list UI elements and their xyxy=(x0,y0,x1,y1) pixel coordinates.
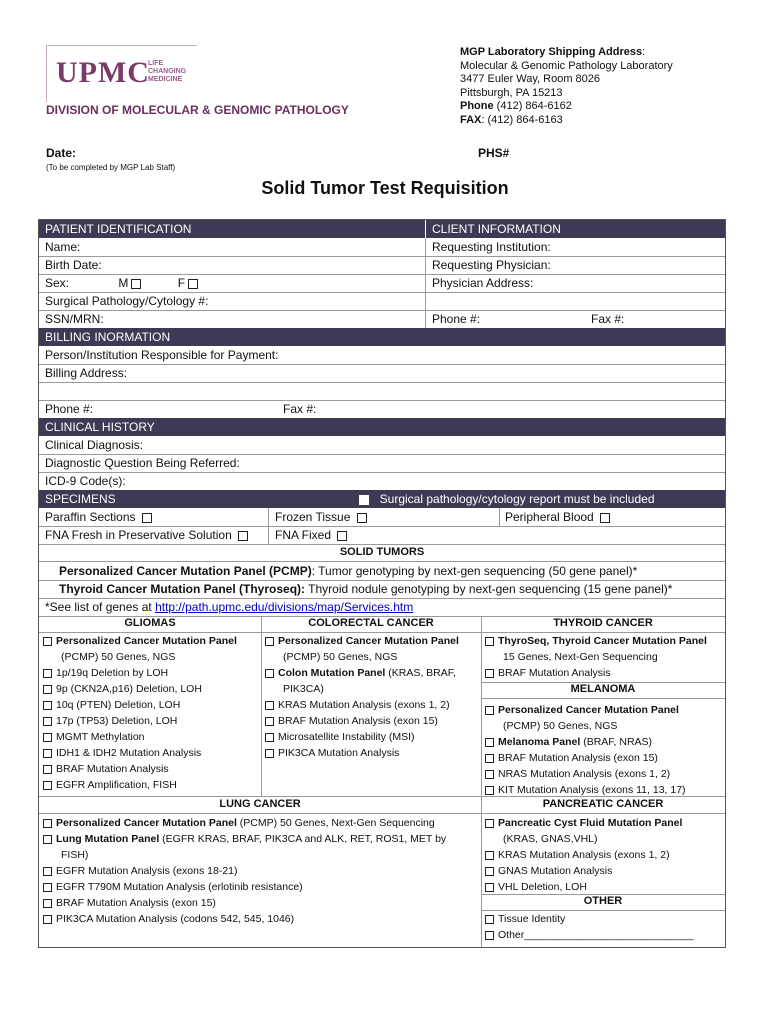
colorectal-checkbox[interactable] xyxy=(265,717,274,726)
lung-option-title: Personalized Cancer Mutation Panel xyxy=(56,817,237,829)
birth-date-field[interactable]: Birth Date: xyxy=(45,258,102,272)
thyroid-option[interactable] xyxy=(485,665,611,681)
melanoma-checkbox[interactable] xyxy=(485,754,494,763)
paraffin-checkbox[interactable] xyxy=(142,513,152,523)
colorectal-option xyxy=(283,649,397,665)
other-header: OTHER xyxy=(583,895,623,907)
colorectal-checkbox[interactable] xyxy=(265,637,274,646)
lung-checkbox[interactable] xyxy=(43,915,52,924)
thyroseq-description: Thyroid Cancer Mutation Panel (Thyroseq): Thyroid nodule genotyping by next-gen sequencing (15 gene panel)* xyxy=(59,582,673,596)
colorectal-option-title: Personalized Cancer Mutation Panel xyxy=(278,635,459,647)
clinical-header: CLINICAL HISTORY xyxy=(39,418,725,436)
gliomas-option xyxy=(61,649,175,665)
colorectal-option-label: KRAS Mutation Analysis (exons 1, 2) xyxy=(278,699,450,711)
colorectal-option[interactable] xyxy=(265,745,399,761)
lung-checkbox[interactable] xyxy=(43,899,52,908)
gliomas-checkbox[interactable] xyxy=(43,701,52,710)
melanoma-header: MELANOMA xyxy=(570,683,636,695)
gliomas-checkbox[interactable] xyxy=(43,685,52,694)
lung-option-label: PIK3CA Mutation Analysis (codons 542, 545, 1046) xyxy=(56,913,295,925)
requisition-form xyxy=(38,219,726,948)
gene-list-note: *See list of genes at http://path.upmc.edu/divisions/map/Services.htm xyxy=(45,600,414,614)
gliomas-option[interactable] xyxy=(43,697,180,713)
gliomas-option-label: BRAF Mutation Analysis xyxy=(56,763,169,775)
colorectal-option-title: Colon Mutation Panel xyxy=(278,667,386,679)
pancreatic-option-label: (KRAS, GNAS,VHL) xyxy=(503,833,598,845)
melanoma-option[interactable] xyxy=(485,782,686,798)
requesting-physician-field[interactable]: Requesting Physician: xyxy=(432,258,551,272)
colorectal-option[interactable] xyxy=(265,665,456,681)
pancreatic-option xyxy=(503,831,598,847)
colorectal-option-label: BRAF Mutation Analysis (exon 15) xyxy=(278,715,438,727)
fna-preservative-option[interactable]: FNA Fresh in Preservative Solution xyxy=(45,526,251,544)
melanoma-option-label: (PCMP) 50 Genes, NGS xyxy=(503,720,618,732)
other-option[interactable] xyxy=(485,911,565,927)
payment-responsible-field[interactable]: Person/Institution Responsible for Payment: xyxy=(45,348,279,362)
shipping-address: MGP Laboratory Shipping Address: Molecular & Genomic Pathology Laboratory 3477 Euler Way, Room 8026 Pittsburgh, PA 15213 Phone (412) 864-6162 FAX: (412) 864-6163 xyxy=(460,46,673,126)
date-label: Date: xyxy=(46,146,77,160)
pancreatic-option[interactable] xyxy=(485,815,682,831)
melanoma-checkbox[interactable] xyxy=(485,786,494,795)
thyroid-header: THYROID CANCER xyxy=(553,617,653,629)
gliomas-option-label: 9p (CKN2A,p16) Deletion, LOH xyxy=(56,683,202,695)
lung-option[interactable] xyxy=(43,879,303,895)
other-checkbox[interactable] xyxy=(485,915,494,924)
colorectal-option-label: (PCMP) 50 Genes, NGS xyxy=(283,651,398,663)
gliomas-option-label: 1p/19q Deletion by LOH xyxy=(56,667,169,679)
pancreatic-option-label: KRAS Mutation Analysis (exons 1, 2) xyxy=(498,849,670,861)
colorectal-option-label: Microsatellite Instability (MSI) xyxy=(278,731,415,743)
colorectal-header: COLORECTAL CANCER xyxy=(308,617,434,629)
gliomas-option[interactable] xyxy=(43,665,168,681)
pancreatic-checkbox[interactable] xyxy=(485,851,494,860)
colorectal-checkbox[interactable] xyxy=(265,749,274,758)
gliomas-option[interactable] xyxy=(43,777,177,793)
melanoma-option xyxy=(503,718,617,734)
report-required-note: Surgical pathology/cytology report must be included xyxy=(355,490,655,508)
client-fax-field[interactable]: Fax #: xyxy=(591,312,625,326)
thyroid-option-label: 15 Genes, Next-Gen Sequencing xyxy=(503,651,658,663)
gliomas-header: GLIOMAS xyxy=(124,617,176,629)
thyroid-option-label: BRAF Mutation Analysis xyxy=(498,667,611,679)
solid-tumors-header: SOLID TUMORS xyxy=(339,546,425,558)
sex-field: Sex: M F xyxy=(45,274,201,292)
pancreatic-option[interactable] xyxy=(485,847,670,863)
colorectal-checkbox[interactable] xyxy=(265,733,274,742)
melanoma-option[interactable] xyxy=(485,766,670,782)
gliomas-option-label: 17p (TP53) Deletion, LOH xyxy=(56,715,178,727)
gliomas-option-label: 10q (PTEN) Deletion, LOH xyxy=(56,699,181,711)
billing-address-field[interactable]: Billing Address: xyxy=(45,366,128,380)
lung-option[interactable] xyxy=(43,911,294,927)
gliomas-checkbox[interactable] xyxy=(43,765,52,774)
fna-fixed-checkbox[interactable] xyxy=(337,531,347,541)
thyroid-checkbox[interactable] xyxy=(485,669,494,678)
upmc-logo: UPMC xyxy=(56,56,150,89)
gliomas-option-title: Personalized Cancer Mutation Panel xyxy=(56,635,237,647)
colorectal-option[interactable] xyxy=(265,633,459,649)
page-title: Solid Tumor Test Requisition xyxy=(261,178,509,198)
thyroid-option-title: ThyroSeq, Thyroid Cancer Mutation Panel xyxy=(498,635,707,647)
specimens-header: SPECIMENS Surgical pathology/cytology report must be included xyxy=(39,490,725,508)
sex-male-checkbox[interactable] xyxy=(131,279,141,289)
phs-label: PHS# xyxy=(478,146,510,160)
gliomas-option[interactable] xyxy=(43,713,177,729)
blood-option[interactable]: Peripheral Blood xyxy=(505,508,613,526)
pancreatic-checkbox[interactable] xyxy=(485,819,494,828)
division-name: DIVISION OF MOLECULAR & GENOMIC PATHOLOGY xyxy=(46,103,349,117)
lung-option[interactable] xyxy=(43,815,435,831)
client-header: CLIENT INFORMATION xyxy=(426,220,725,238)
other-option[interactable] xyxy=(485,927,694,943)
fna-fixed-option[interactable]: FNA Fixed xyxy=(275,526,350,544)
lung-option-label: EGFR T790M Mutation Analysis (erlotinib resistance) xyxy=(56,881,303,893)
surgical-pathology-field[interactable]: Surgical Pathology/Cytology #: xyxy=(45,294,209,308)
other-checkbox[interactable] xyxy=(485,931,494,940)
client-phone-field[interactable]: Phone #: xyxy=(432,312,481,326)
fna-preservative-checkbox[interactable] xyxy=(238,531,248,541)
gliomas-checkbox[interactable] xyxy=(43,637,52,646)
melanoma-option-label: KIT Mutation Analysis (exons 11, 13, 17) xyxy=(498,784,686,796)
thyroid-option xyxy=(503,649,658,665)
physician-address-field[interactable]: Physician Address: xyxy=(432,276,534,290)
gliomas-checkbox[interactable] xyxy=(43,781,52,790)
colorectal-option[interactable] xyxy=(265,713,438,729)
lung-checkbox[interactable] xyxy=(43,867,52,876)
patient-header: PATIENT IDENTIFICATION xyxy=(39,220,425,238)
gliomas-option[interactable] xyxy=(43,745,201,761)
ssn-mrn-field[interactable]: SSN/MRN: xyxy=(45,312,104,326)
melanoma-option-title: Personalized Cancer Mutation Panel xyxy=(498,704,679,716)
melanoma-option-label: (BRAF, NRAS) xyxy=(580,736,653,748)
colorectal-checkbox[interactable] xyxy=(265,669,274,678)
name-field[interactable]: Name: xyxy=(45,240,81,254)
lung-option xyxy=(61,847,88,863)
lung-checkbox[interactable] xyxy=(43,819,52,828)
other-option-label: Other_____________________________ xyxy=(498,929,694,941)
colorectal-option-label: PIK3CA) xyxy=(283,683,324,695)
lung-option-title: Lung Mutation Panel xyxy=(56,833,160,845)
colorectal-option xyxy=(283,681,324,697)
lung-checkbox[interactable] xyxy=(43,883,52,892)
gliomas-option[interactable] xyxy=(43,761,169,777)
colorectal-option[interactable] xyxy=(265,729,415,745)
gliomas-checkbox[interactable] xyxy=(43,717,52,726)
billing-header: BILLING INORMATION xyxy=(39,328,725,346)
lung-option[interactable] xyxy=(43,863,238,879)
lung-option[interactable] xyxy=(43,895,216,911)
gliomas-option-label: EGFR Amplification, FISH xyxy=(56,779,177,791)
gliomas-option-label: (PCMP) 50 Genes, NGS xyxy=(61,651,176,663)
lung-option-label: BRAF Mutation Analysis (exon 15) xyxy=(56,897,216,909)
gliomas-option-label: MGMT Methylation xyxy=(56,731,145,743)
billing-phone-field[interactable]: Phone #: xyxy=(45,402,94,416)
requesting-institution-field[interactable]: Requesting Institution: xyxy=(432,240,551,254)
pancreatic-checkbox[interactable] xyxy=(485,883,494,892)
colorectal-option[interactable] xyxy=(265,697,450,713)
colorectal-checkbox[interactable] xyxy=(265,701,274,710)
pancreatic-option[interactable] xyxy=(485,863,612,879)
melanoma-option-title: Melanoma Panel xyxy=(498,736,581,748)
thyroid-checkbox[interactable] xyxy=(485,637,494,646)
pancreatic-option[interactable] xyxy=(485,879,587,895)
lung-option-label: EGFR Mutation Analysis (exons 18-21) xyxy=(56,865,238,877)
colorectal-option-label: (KRAS, BRAF, xyxy=(385,667,456,679)
lung-option-label: (PCMP) 50 Genes, Next-Gen Sequencing xyxy=(236,817,435,829)
gliomas-option-label: IDH1 & IDH2 Mutation Analysis xyxy=(56,747,202,759)
other-option-label: Tissue Identity xyxy=(498,913,566,925)
clinical-diagnosis-field[interactable]: Clinical Diagnosis: xyxy=(45,438,144,452)
colorectal-option-label: PIK3CA Mutation Analysis xyxy=(278,747,400,759)
thyroid-option[interactable] xyxy=(485,633,707,649)
gliomas-checkbox[interactable] xyxy=(43,733,52,742)
melanoma-option[interactable] xyxy=(485,734,652,750)
pancreatic-option-label: GNAS Mutation Analysis xyxy=(498,865,613,877)
melanoma-checkbox[interactable] xyxy=(485,770,494,779)
melanoma-option[interactable] xyxy=(485,702,679,718)
gliomas-option[interactable] xyxy=(43,633,237,649)
gliomas-option[interactable] xyxy=(43,729,145,745)
pancreatic-option-title: Pancreatic Cyst Fluid Mutation Panel xyxy=(498,817,683,829)
gene-list-link[interactable]: http://path.upmc.edu/divisions/map/Services.htm xyxy=(155,600,414,614)
melanoma-option[interactable] xyxy=(485,750,658,766)
lung-option-label: FISH) xyxy=(61,849,89,861)
melanoma-option-label: NRAS Mutation Analysis (exons 1, 2) xyxy=(498,768,671,780)
gliomas-checkbox[interactable] xyxy=(43,669,52,678)
pcmp-description: Personalized Cancer Mutation Panel (PCMP): Tumor genotyping by next-gen sequencing (50 gene panel)* xyxy=(59,564,638,578)
frozen-option[interactable]: Frozen Tissue xyxy=(275,508,370,526)
billing-fax-field[interactable]: Fax #: xyxy=(283,402,317,416)
lung-checkbox[interactable] xyxy=(43,835,52,844)
diagnostic-question-field[interactable]: Diagnostic Question Being Referred: xyxy=(45,456,240,470)
lung-option-label: (EGFR KRAS, BRAF, PIK3CA and ALK, RET, ROS1, MET by xyxy=(159,833,447,845)
paraffin-option[interactable]: Paraffin Sections xyxy=(45,508,155,526)
melanoma-checkbox[interactable] xyxy=(485,706,494,715)
pancreatic-header: PANCREATIC CANCER xyxy=(542,798,664,810)
sex-female-checkbox[interactable] xyxy=(188,279,198,289)
gliomas-checkbox[interactable] xyxy=(43,749,52,758)
frozen-checkbox[interactable] xyxy=(357,513,367,523)
date-note: (To be completed by MGP Lab Staff) xyxy=(46,163,176,172)
pancreatic-option-label: VHL Deletion, LOH xyxy=(498,881,587,893)
icd9-field[interactable]: ICD-9 Code(s): xyxy=(45,474,126,488)
pancreatic-checkbox[interactable] xyxy=(485,867,494,876)
logo-tagline: LIFE CHANGING MEDICINE xyxy=(148,60,187,83)
gliomas-option[interactable] xyxy=(43,681,202,697)
melanoma-option-label: BRAF Mutation Analysis (exon 15) xyxy=(498,752,658,764)
melanoma-checkbox[interactable] xyxy=(485,738,494,747)
lung-header: LUNG CANCER xyxy=(219,798,301,810)
lung-option[interactable] xyxy=(43,831,446,847)
blood-checkbox[interactable] xyxy=(600,513,610,523)
